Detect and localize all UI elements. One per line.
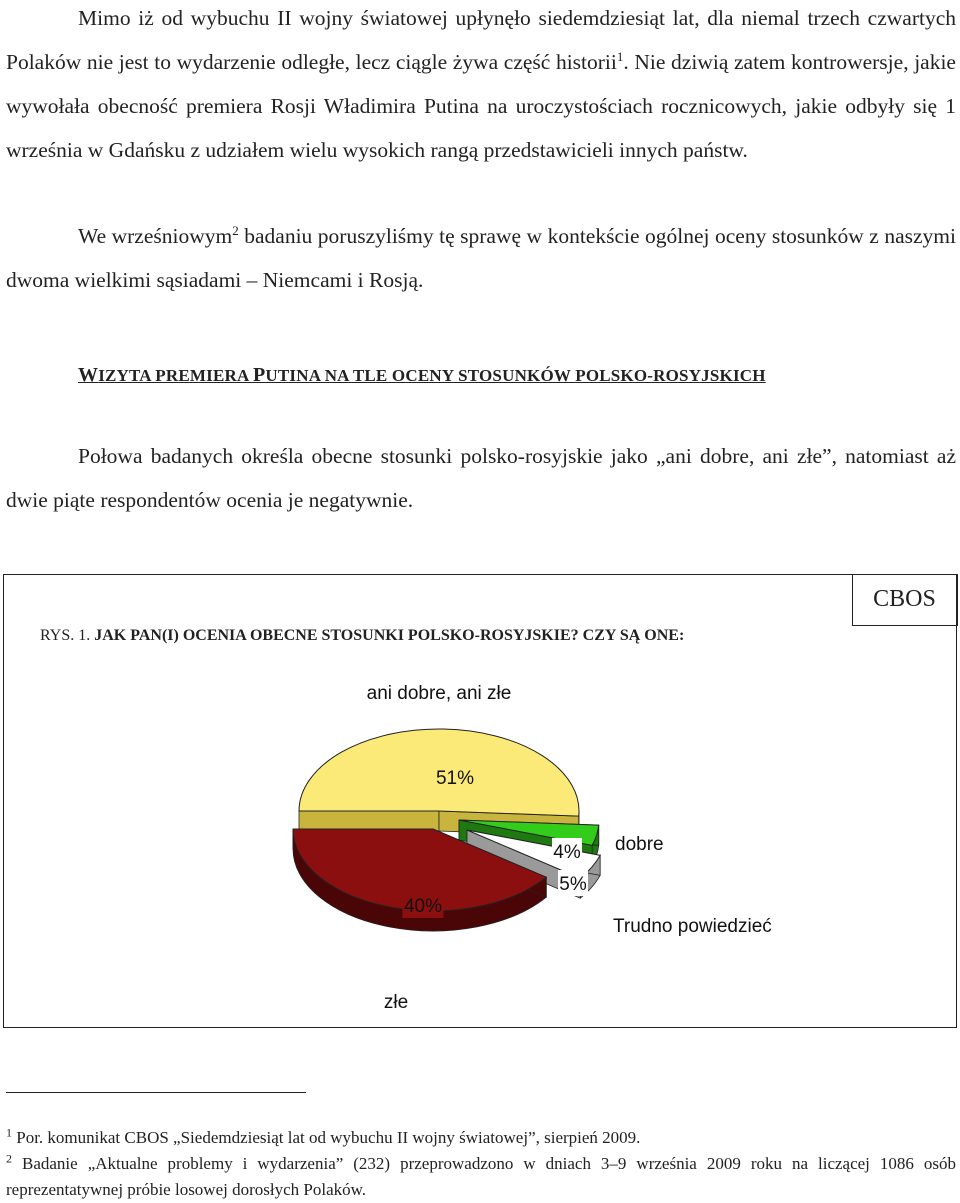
category-label-unsure: Trudno powiedzieć xyxy=(613,916,772,937)
value-label-unsure: 5% xyxy=(559,874,587,895)
pie-chart xyxy=(4,575,955,1026)
figure-box xyxy=(3,574,957,1028)
survey-paragraph: We wrześniowym$^2$ badaniu poruszyliśmy tę sprawę w kontekście ogólnej oceny stosunków z naszymi dwoma wielkimi sąsiadami – Niemcami i Rosją. xyxy=(6,214,956,302)
footnote-1: $^1$ Por. komunikat CBOS „Siedemdziesiąt lat od wybuchu II wojny światowej”, sierpień 2009. xyxy=(6,1125,956,1151)
category-label-bad: złe xyxy=(384,992,408,1013)
footnote-ref-2[interactable]: 2 xyxy=(232,223,239,238)
footnote-ref-1[interactable]: 1 xyxy=(617,49,624,64)
category-label-neutral: ani dobre, ani złe xyxy=(367,683,512,704)
value-label-bad: 40% xyxy=(404,896,442,917)
summary-paragraph: Połowa badanych określa obecne stosunki polsko-rosyjskie jako „ani dobre, ani złe”, natomiast aż dwie piąte respondentów ocenia je negatywnie. xyxy=(6,434,956,522)
category-label-good: dobre xyxy=(615,834,664,855)
cbos-badge: CBOS xyxy=(852,574,958,626)
value-label-good: 4% xyxy=(553,842,581,863)
intro-paragraph: Mimo iż od wybuchu II wojny światowej upłynęło siedemdziesiąt lat, dla niemal trzech czwartych Polaków nie jest to wydarzenie odległe, lecz ciągle żywa część historii$^1$. Nie dziwią zatem kontrowersje, jakie wywołała obecność premiera Rosji Władimira Putina na uroczystościach rocznicowych, jakie odbyły się 1 września w Gdańsku z udziałem wielu wysokich rangą przedstawicieli innych państw. xyxy=(6,0,956,172)
value-label-neutral: 51% xyxy=(436,768,474,789)
figure-title: RYS. 1. JAK PAN(I) OCENIA OBECNE STOSUNKI POLSKO-ROSYJSKIE? CZY SĄ ONE: xyxy=(40,627,684,645)
footnote-2: $^2$ Badanie „Aktualne problemy i wydarzenia” (232) przeprowadzono w dniach 3–9 września 2009 roku na liczącej 1086 osób reprezentatywnej próbie losowej dorosłych Polaków. xyxy=(6,1151,956,1203)
section-heading: WIZYTA PREMIERA PUTINA NA TLE OCENY STOSUNKÓW POLSKO-ROSYJSKICH xyxy=(78,364,766,387)
slice-edge-neutral xyxy=(299,811,439,831)
footnote-divider xyxy=(6,1092,306,1093)
